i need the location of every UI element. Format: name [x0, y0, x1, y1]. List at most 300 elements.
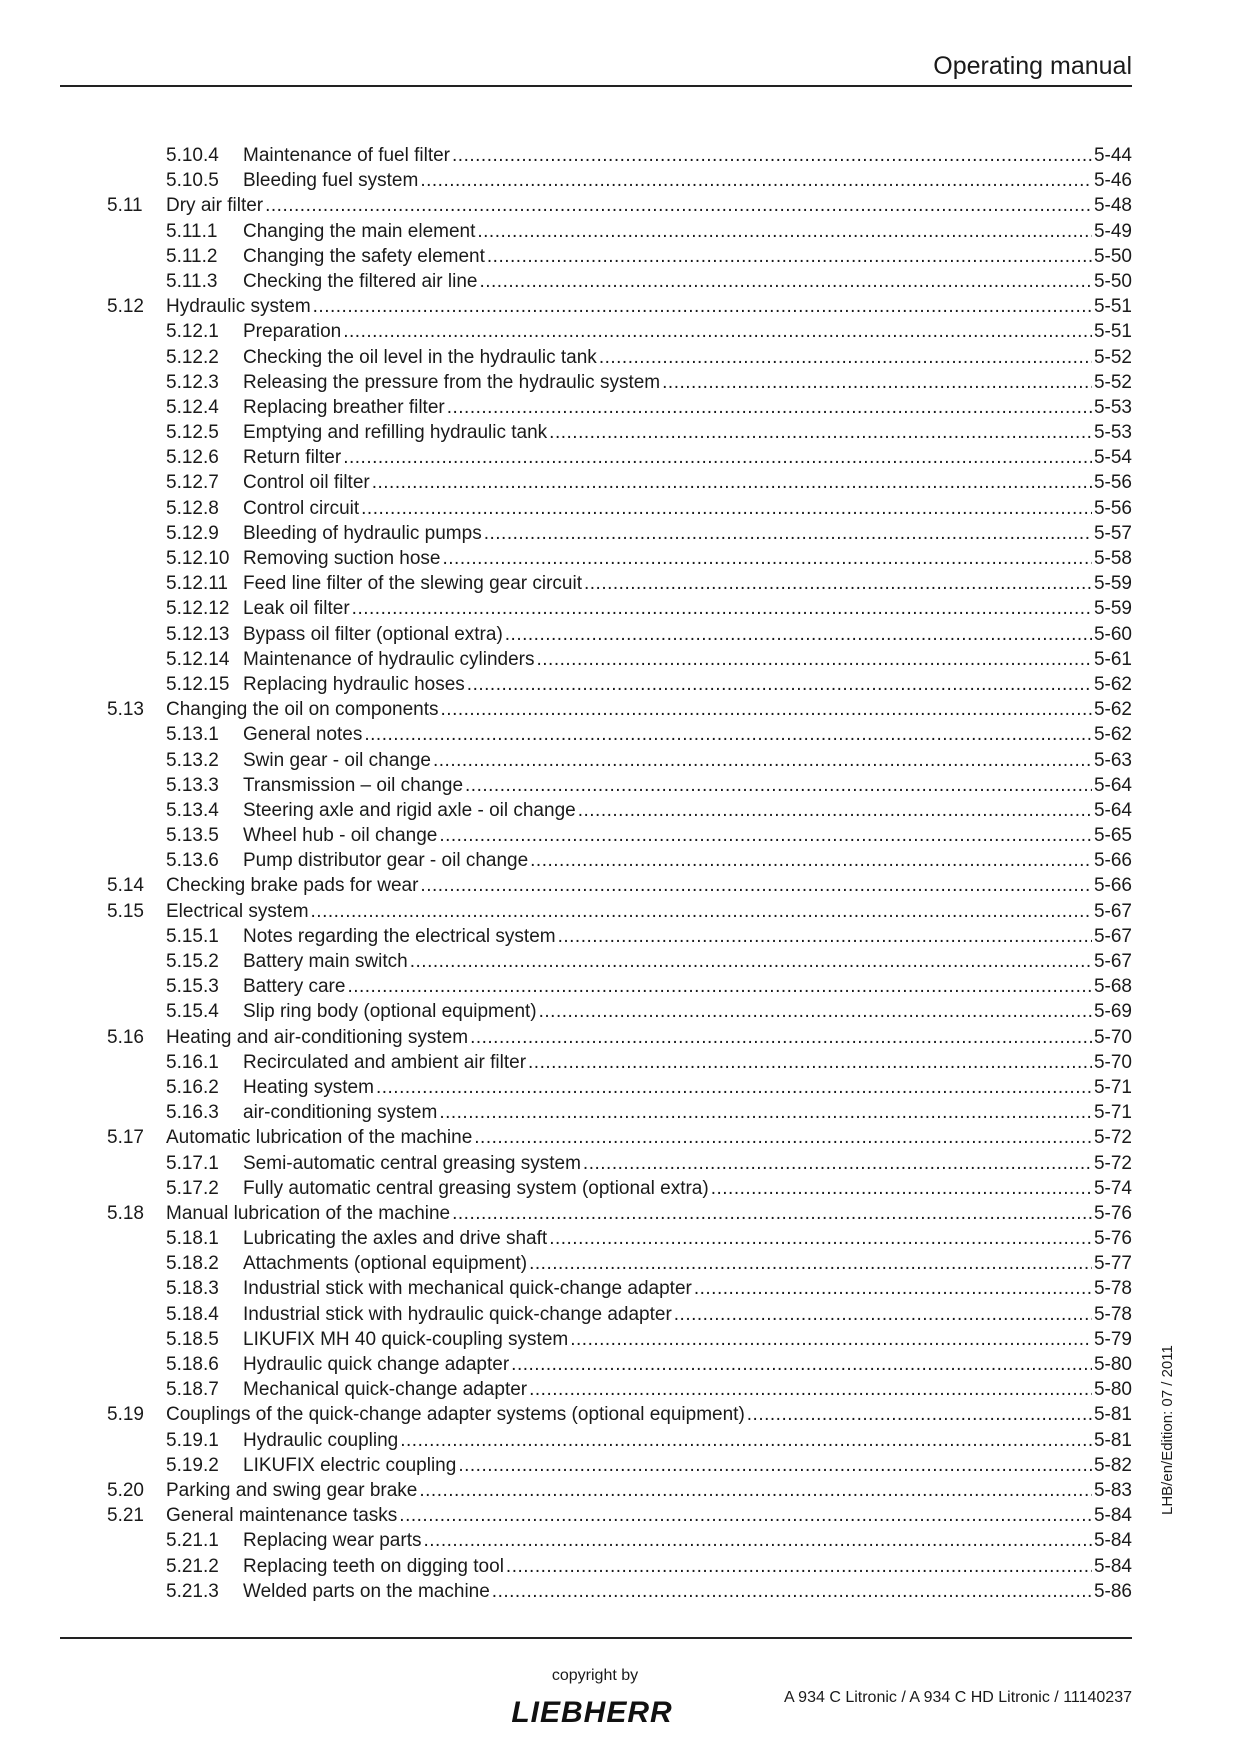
toc-entry-number: 5.12.6: [166, 447, 219, 469]
toc-leader-dots: [599, 345, 1092, 370]
toc-entry-title: Manual lubrication of the machine: [166, 1202, 451, 1224]
toc-entry-page: 5-79: [1093, 1328, 1132, 1350]
toc-entry[interactable]: [107, 924, 1132, 949]
toc-entry-page: 5-60: [1093, 623, 1132, 645]
toc-entry-page: 5-59: [1093, 598, 1132, 620]
table-of-contents: [107, 143, 1132, 1604]
toc-entry[interactable]: [107, 1554, 1132, 1579]
toc-leader-dots: [492, 1579, 1092, 1604]
toc-entry-page: 5-62: [1093, 673, 1132, 695]
toc-entry-number: 5.12.11: [166, 573, 228, 595]
toc-entry[interactable]: [107, 773, 1132, 798]
toc-entry-page: 5-81: [1093, 1429, 1132, 1451]
toc-entry-number: 5.12.3: [166, 371, 219, 393]
toc-leader-dots: [549, 420, 1092, 445]
toc-entry[interactable]: [107, 1201, 1132, 1226]
toc-leader-dots: [265, 193, 1092, 218]
toc-entry[interactable]: [107, 1050, 1132, 1075]
toc-entry-number: 5.13: [107, 699, 144, 721]
toc-entry-page: 5-81: [1093, 1404, 1132, 1426]
toc-entry[interactable]: [107, 1453, 1132, 1478]
toc-entry-title: Bleeding of hydraulic pumps: [243, 522, 482, 544]
toc-entry[interactable]: [107, 470, 1132, 495]
toc-entry-page: 5-44: [1093, 145, 1132, 166]
toc-entry-number: 5.18.4: [166, 1303, 219, 1325]
toc-entry[interactable]: [107, 521, 1132, 546]
toc-entry-page: 5-64: [1093, 774, 1132, 796]
toc-entry[interactable]: [107, 748, 1132, 773]
toc-leader-dots: [420, 873, 1092, 898]
toc-entry-page: 5-46: [1093, 170, 1132, 192]
toc-entry-title: Electrical system: [166, 900, 309, 922]
toc-entry-number: 5.16.3: [166, 1102, 219, 1124]
toc-entry-page: 5-71: [1093, 1076, 1132, 1098]
toc-leader-dots: [505, 622, 1092, 647]
toc-entry-title: Replacing breather filter: [243, 396, 445, 418]
toc-entry-number: 5.13.6: [166, 850, 219, 872]
toc-entry[interactable]: [107, 1125, 1132, 1150]
toc-entry-page: 5-74: [1093, 1177, 1132, 1199]
toc-leader-dots: [674, 1302, 1092, 1327]
toc-entry-title: Replacing hydraulic hoses: [243, 673, 465, 695]
footer-divider: [60, 1637, 1132, 1639]
toc-entry-number: 5.10.4: [166, 145, 219, 166]
toc-leader-dots: [399, 1503, 1092, 1528]
toc-entry[interactable]: [107, 873, 1132, 898]
toc-entry-page: 5-59: [1093, 573, 1132, 595]
toc-entry-title: Attachments (optional equipment): [243, 1253, 528, 1275]
toc-entry-title: Mechanical quick-change adapter: [243, 1379, 528, 1401]
toc-leader-dots: [343, 319, 1092, 344]
toc-entry-title: Return filter: [243, 447, 342, 469]
toc-entry[interactable]: [107, 1579, 1132, 1604]
toc-entry-number: 5.12.7: [166, 472, 219, 494]
toc-entry[interactable]: [107, 294, 1132, 319]
toc-entry-number: 5.12.10: [166, 548, 230, 569]
toc-entry-number: 5.12: [107, 296, 144, 318]
toc-entry-number: 5.16: [107, 1026, 144, 1048]
toc-leader-dots: [439, 823, 1092, 848]
toc-entry-page: 5-84: [1093, 1555, 1132, 1577]
toc-entry-title: Welded parts on the machine: [243, 1580, 490, 1602]
toc-leader-dots: [410, 949, 1092, 974]
toc-entry-page: 5-68: [1093, 976, 1132, 998]
toc-leader-dots: [711, 1176, 1092, 1201]
toc-leader-dots: [372, 470, 1092, 495]
toc-entry-title: Notes regarding the electrical system: [243, 925, 556, 947]
toc-entry[interactable]: [107, 1151, 1132, 1176]
toc-entry-page: 5-67: [1093, 900, 1132, 922]
toc-entry-title: Hydraulic coupling: [243, 1429, 399, 1451]
toc-leader-dots: [376, 1075, 1092, 1100]
toc-entry-title: LIKUFIX electric coupling: [243, 1454, 457, 1476]
toc-entry-title: air-conditioning system: [243, 1102, 438, 1124]
toc-entry-number: 5.13.2: [166, 749, 219, 771]
toc-entry[interactable]: [107, 722, 1132, 747]
toc-entry-number: 5.20: [107, 1479, 144, 1501]
toc-entry[interactable]: [107, 1100, 1132, 1125]
toc-entry-title: Changing the oil on components: [166, 699, 439, 721]
toc-entry-page: 5-54: [1093, 447, 1132, 469]
toc-entry-page: 5-66: [1093, 850, 1132, 872]
toc-entry[interactable]: [107, 345, 1132, 370]
toc-entry-title: Fully automatic central greasing system (optional extra): [243, 1177, 709, 1199]
edition-label: LHB/en/Edition: 07 / 2011: [1159, 1345, 1176, 1515]
toc-entry-title: Checking the oil level in the hydraulic tank: [243, 346, 597, 368]
toc-entry-page: 5-53: [1093, 422, 1132, 444]
toc-entry-page: 5-80: [1093, 1354, 1132, 1375]
toc-entry-page: 5-70: [1093, 1026, 1132, 1048]
toc-entry-title: Releasing the pressure from the hydraulic system: [243, 371, 661, 393]
toc-leader-dots: [400, 1428, 1092, 1453]
toc-entry-page: 5-57: [1093, 522, 1132, 544]
toc-leader-dots: [694, 1276, 1092, 1301]
toc-entry-number: 5.15.4: [166, 1001, 219, 1023]
toc-entry-page: 5-64: [1093, 799, 1132, 821]
toc-entry-number: 5.18: [107, 1202, 144, 1224]
toc-leader-dots: [343, 445, 1092, 470]
toc-entry-page: 5-69: [1093, 1001, 1132, 1023]
toc-leader-dots: [419, 1478, 1092, 1503]
toc-entry[interactable]: [107, 546, 1132, 571]
toc-entry-number: 5.13.3: [166, 774, 219, 796]
toc-entry[interactable]: [107, 647, 1132, 672]
toc-entry[interactable]: [107, 193, 1132, 218]
toc-entry[interactable]: [107, 395, 1132, 420]
toc-entry[interactable]: [107, 1276, 1132, 1301]
toc-leader-dots: [420, 168, 1092, 193]
toc-entry[interactable]: [107, 1402, 1132, 1427]
toc-entry-title: Wheel hub - oil change: [243, 825, 438, 847]
toc-leader-dots: [458, 1453, 1092, 1478]
toc-leader-dots: [452, 143, 1092, 168]
toc-entry-title: Couplings of the quick-change adapter systems (optional equipment): [166, 1404, 745, 1426]
toc-entry-title: Industrial stick with mechanical quick-change adapter: [243, 1278, 692, 1300]
toc-entry-title: Dry air filter: [166, 195, 264, 217]
toc-entry[interactable]: [107, 823, 1132, 848]
toc-entry[interactable]: [107, 319, 1132, 344]
toc-entry-title: Control oil filter: [243, 472, 370, 494]
toc-leader-dots: [347, 974, 1092, 999]
toc-entry[interactable]: [107, 1503, 1132, 1528]
toc-entry-number: 5.21.2: [166, 1555, 219, 1577]
toc-leader-dots: [361, 496, 1092, 521]
toc-entry[interactable]: [107, 1377, 1132, 1402]
toc-entry-number: 5.13.5: [166, 825, 219, 847]
toc-entry-title: Battery care: [243, 976, 346, 998]
liebherr-logo-wordmark: LIEBHERR: [511, 1696, 673, 1728]
toc-entry-page: 5-86: [1093, 1580, 1132, 1602]
toc-leader-dots: [364, 722, 1092, 747]
toc-entry[interactable]: [107, 168, 1132, 193]
toc-entry-page: 5-61: [1093, 648, 1132, 670]
toc-entry-page: 5-71: [1093, 1102, 1132, 1124]
toc-entry-title: Bypass oil filter (optional extra): [243, 623, 503, 645]
toc-entry-page: 5-67: [1093, 951, 1132, 972]
toc-entry-page: 5-56: [1093, 472, 1132, 494]
toc-entry-number: 5.14: [107, 875, 144, 897]
toc-entry-page: 5-62: [1093, 724, 1132, 746]
toc-entry[interactable]: [107, 1025, 1132, 1050]
toc-entry-title: Checking the filtered air line: [243, 270, 478, 292]
liebherr-logo-mark: [496, 1694, 688, 1728]
toc-entry-page: 5-48: [1093, 195, 1132, 217]
toc-entry-title: Swin gear - oil change: [243, 749, 431, 771]
toc-leader-dots: [441, 697, 1092, 722]
toc-entry-title: Pump distributor gear - oil change: [243, 850, 529, 872]
toc-entry[interactable]: [107, 571, 1132, 596]
toc-leader-dots: [452, 1201, 1092, 1226]
toc-entry-number: 5.17.1: [166, 1152, 219, 1174]
toc-entry-title: Replacing teeth on digging tool: [243, 1555, 504, 1577]
toc-entry-title: Feed line filter of the slewing gear circuit: [243, 573, 582, 595]
toc-entry-title: General maintenance tasks: [166, 1505, 398, 1527]
toc-entry[interactable]: [107, 596, 1132, 621]
copyright-label: copyright by: [551, 1667, 639, 1684]
toc-entry-number: 5.18.6: [166, 1354, 219, 1375]
toc-entry-page: 5-67: [1093, 925, 1132, 947]
toc-entry-number: 5.16.1: [166, 1051, 219, 1073]
toc-entry-page: 5-49: [1093, 220, 1132, 242]
toc-entry-number: 5.15.3: [166, 976, 219, 998]
toc-entry[interactable]: [107, 269, 1132, 294]
toc-entry-title: Battery main switch: [243, 951, 408, 972]
toc-entry-number: 5.19.1: [166, 1429, 219, 1451]
toc-entry[interactable]: [107, 1352, 1132, 1377]
toc-entry-title: Maintenance of fuel filter: [243, 145, 451, 166]
toc-leader-dots: [549, 1226, 1092, 1251]
toc-leader-dots: [558, 924, 1092, 949]
toc-entry[interactable]: [107, 1176, 1132, 1201]
toc-entry-title: Emptying and refilling hydraulic tank: [243, 422, 548, 444]
toc-entry-page: 5-53: [1093, 396, 1132, 418]
toc-leader-dots: [506, 1554, 1092, 1579]
toc-leader-dots: [530, 848, 1092, 873]
toc-entry-title: Lubricating the axles and drive shaft: [243, 1228, 548, 1250]
toc-leader-dots: [423, 1528, 1091, 1553]
toc-entry-page: 5-56: [1093, 497, 1132, 519]
toc-entry-page: 5-50: [1093, 270, 1132, 292]
toc-leader-dots: [529, 1377, 1092, 1402]
toc-leader-dots: [662, 370, 1092, 395]
toc-entry-number: 5.12.14: [166, 648, 230, 670]
toc-entry-number: 5.11.3: [166, 270, 218, 292]
toc-entry-number: 5.12.12: [166, 598, 230, 620]
toc-entry[interactable]: [107, 798, 1132, 823]
toc-entry-page: 5-62: [1093, 699, 1132, 721]
toc-leader-dots: [433, 748, 1092, 773]
toc-entry-number: 5.12.1: [166, 321, 219, 343]
toc-entry-page: 5-78: [1093, 1303, 1132, 1325]
toc-entry[interactable]: [107, 1302, 1132, 1327]
toc-leader-dots: [747, 1402, 1092, 1427]
toc-leader-dots: [479, 269, 1092, 294]
toc-entry-title: Industrial stick with hydraulic quick-change adapter: [243, 1303, 672, 1325]
toc-leader-dots: [584, 571, 1092, 596]
toc-leader-dots: [511, 1352, 1092, 1377]
toc-entry[interactable]: [107, 974, 1132, 999]
toc-entry-number: 5.12.9: [166, 522, 219, 544]
toc-entry-title: Replacing wear parts: [243, 1530, 422, 1552]
toc-entry-number: 5.15: [107, 900, 144, 922]
toc-entry-page: 5-72: [1093, 1127, 1132, 1149]
toc-entry[interactable]: [107, 244, 1132, 269]
toc-entry-title: Heating and air-conditioning system: [166, 1026, 469, 1048]
toc-entry-number: 5.18.5: [166, 1328, 219, 1350]
toc-entry-number: 5.12.8: [166, 497, 219, 519]
toc-entry-number: 5.12.13: [166, 623, 230, 645]
toc-leader-dots: [484, 521, 1092, 546]
toc-entry-page: 5-78: [1093, 1278, 1132, 1300]
toc-entry-title: Hydraulic quick change adapter: [243, 1354, 510, 1375]
toc-leader-dots: [311, 899, 1092, 924]
toc-entry-number: 5.11.2: [166, 245, 218, 267]
toc-leader-dots: [352, 596, 1092, 621]
toc-entry-number: 5.12.4: [166, 396, 219, 418]
toc-entry[interactable]: [107, 445, 1132, 470]
toc-entry[interactable]: [107, 1226, 1132, 1251]
toc-entry-page: 5-51: [1093, 296, 1132, 318]
toc-entry-page: 5-65: [1093, 825, 1132, 847]
toc-leader-dots: [470, 1025, 1092, 1050]
toc-entry-number: 5.15.1: [166, 925, 219, 947]
liebherr-logo: [496, 1694, 688, 1733]
toc-leader-dots: [443, 546, 1092, 571]
toc-entry-title: Changing the safety element: [243, 245, 485, 267]
toc-entry-page: 5-50: [1093, 245, 1132, 267]
toc-entry-number: 5.21: [107, 1505, 144, 1527]
toc-leader-dots: [439, 1100, 1092, 1125]
toc-entry[interactable]: [107, 848, 1132, 873]
toc-entry-title: Parking and swing gear brake: [166, 1479, 418, 1501]
toc-entry-page: 5-76: [1093, 1228, 1132, 1250]
toc-entry-number: 5.18.3: [166, 1278, 219, 1300]
toc-entry-number: 5.17.2: [166, 1177, 219, 1199]
toc-entry-number: 5.18.7: [166, 1379, 219, 1401]
toc-entry-number: 5.18.1: [166, 1228, 219, 1250]
toc-entry-title: Bleeding fuel system: [243, 170, 419, 192]
toc-entry-page: 5-82: [1093, 1454, 1132, 1476]
toc-entry-number: 5.19: [107, 1404, 144, 1426]
toc-entry-title: Maintenance of hydraulic cylinders: [243, 648, 535, 670]
toc-leader-dots: [487, 244, 1092, 269]
toc-entry-title: Recirculated and ambient air filter: [243, 1051, 527, 1073]
toc-entry-title: Checking brake pads for wear: [166, 875, 419, 897]
toc-leader-dots: [474, 1125, 1092, 1150]
toc-entry-page: 5-72: [1093, 1152, 1132, 1174]
toc-entry[interactable]: [107, 622, 1132, 647]
toc-entry-page: 5-63: [1093, 749, 1132, 771]
document-reference: A 934 C Litronic / A 934 C HD Litronic / 11140237: [783, 1689, 1132, 1706]
toc-entry-page: 5-52: [1093, 346, 1132, 368]
toc-entry-title: LIKUFIX MH 40 quick-coupling system: [243, 1328, 569, 1350]
toc-entry-number: 5.11.1: [166, 220, 218, 242]
toc-entry[interactable]: [107, 949, 1132, 974]
toc-entry[interactable]: [107, 672, 1132, 697]
toc-entry-number: 5.21.1: [166, 1530, 219, 1552]
toc-leader-dots: [528, 1050, 1092, 1075]
page-header-title: Operating manual: [933, 52, 1132, 80]
toc-entry-title: Removing suction hose: [243, 548, 441, 569]
toc-entry-page: 5-76: [1093, 1202, 1132, 1224]
toc-leader-dots: [529, 1251, 1092, 1276]
toc-entry-page: 5-84: [1093, 1505, 1132, 1527]
toc-entry[interactable]: [107, 697, 1132, 722]
toc-entry-number: 5.12.5: [166, 422, 219, 444]
toc-entry-number: 5.10.5: [166, 170, 219, 192]
toc-entry-page: 5-58: [1093, 548, 1132, 569]
toc-entry-title: General notes: [243, 724, 363, 746]
toc-entry-number: 5.13.4: [166, 799, 219, 821]
toc-entry-title: Steering axle and rigid axle - oil change: [243, 799, 576, 821]
toc-leader-dots: [447, 395, 1092, 420]
toc-entry-number: 5.16.2: [166, 1076, 219, 1098]
toc-entry[interactable]: [107, 370, 1132, 395]
toc-entry-page: 5-70: [1093, 1051, 1132, 1073]
toc-entry-number: 5.15.2: [166, 951, 219, 972]
toc-leader-dots: [583, 1151, 1092, 1176]
toc-leader-dots: [465, 773, 1092, 798]
toc-entry-title: Hydraulic system: [166, 296, 311, 318]
toc-leader-dots: [537, 647, 1092, 672]
toc-entry-title: Heating system: [243, 1076, 374, 1098]
toc-entry-number: 5.12.2: [166, 346, 219, 368]
toc-leader-dots: [539, 999, 1092, 1024]
toc-entry-page: 5-51: [1093, 321, 1132, 343]
toc-entry-page: 5-84: [1093, 1530, 1132, 1552]
toc-entry[interactable]: [107, 899, 1132, 924]
toc-entry-page: 5-80: [1093, 1379, 1132, 1401]
toc-entry-title: Control circuit: [243, 497, 360, 519]
toc-entry[interactable]: [107, 219, 1132, 244]
toc-entry-title: Leak oil filter: [243, 598, 350, 620]
toc-entry[interactable]: [107, 1251, 1132, 1276]
toc-leader-dots: [313, 294, 1092, 319]
toc-entry-number: 5.13.1: [166, 724, 219, 746]
toc-leader-dots: [467, 672, 1092, 697]
toc-entry[interactable]: [107, 999, 1132, 1024]
toc-entry-number: 5.18.2: [166, 1253, 219, 1275]
toc-entry-number: 5.19.2: [166, 1454, 219, 1476]
toc-entry-number: 5.21.3: [166, 1580, 219, 1602]
toc-entry-title: Automatic lubrication of the machine: [166, 1127, 473, 1149]
toc-entry[interactable]: [107, 1428, 1132, 1453]
toc-entry[interactable]: [107, 1075, 1132, 1100]
toc-entry[interactable]: [107, 143, 1132, 168]
toc-entry-page: 5-66: [1093, 875, 1132, 897]
toc-leader-dots: [570, 1327, 1092, 1352]
toc-entry[interactable]: [107, 496, 1132, 521]
toc-entry[interactable]: [107, 1327, 1132, 1352]
toc-leader-dots: [578, 798, 1092, 823]
toc-entry-number: 5.11: [107, 195, 143, 217]
toc-entry[interactable]: [107, 420, 1132, 445]
toc-entry-page: 5-83: [1093, 1479, 1132, 1501]
toc-entry-page: 5-52: [1093, 371, 1132, 393]
toc-entry-title: Preparation: [243, 321, 342, 343]
toc-entry-title: Semi-automatic central greasing system: [243, 1152, 581, 1174]
toc-entry[interactable]: [107, 1478, 1132, 1503]
toc-entry-title: Changing the main element: [243, 220, 476, 242]
toc-leader-dots: [477, 219, 1092, 244]
toc-entry-number: 5.17: [107, 1127, 144, 1149]
toc-entry-number: 5.12.15: [166, 673, 230, 695]
toc-entry-title: Transmission – oil change: [243, 774, 464, 796]
toc-entry-page: 5-77: [1093, 1253, 1132, 1275]
toc-entry[interactable]: [107, 1528, 1132, 1553]
toc-entry-title: Slip ring body (optional equipment): [243, 1001, 537, 1023]
header-divider: [60, 85, 1132, 87]
